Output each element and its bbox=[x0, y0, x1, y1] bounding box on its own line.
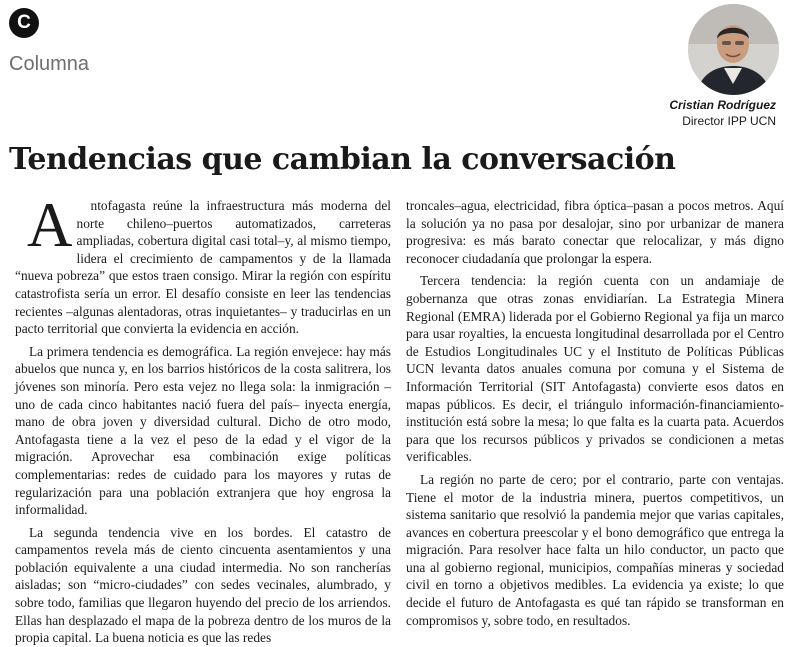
column-badge bbox=[9, 8, 39, 38]
author-role: Director IPP UCN bbox=[682, 114, 776, 128]
paragraph-3-continued: troncales–agua, electricidad, fibra óptica–pasan a pocos metros. Aquí la solución ya no pasa por desalojar, sino por urbanizar de manera progresiva: es más barato conectar que relocalizar, y más digno reconocer ciudadanía que prolongar la espera. bbox=[406, 198, 784, 266]
author-photo bbox=[688, 4, 779, 95]
author-name: Cristian Rodríguez bbox=[669, 98, 776, 112]
paragraph-3: La segunda tendencia vive en los bordes. El catastro de campamentos revela más de ciento cincuenta asentamientos y una población equivalente a una ciudad intermedia. No son rancherías aisladas; son “micro-ciudades” con sedes vecinales, alumbrado, y sobre todo, familias que llegaron huyendo del precio de los arriendos. Ellas han desplazado el mapa de la pobreza dentro de los muros de la propia capital. La buena noticia es que las redes bbox=[15, 524, 391, 646]
drop-cap: A bbox=[27, 190, 73, 260]
paragraph-5: La región no parte de cero; por el contrario, parte con ventajas. Tiene el motor de la industria minera, puertos competitivos, un sistema sanitario que resolvió la pandemia mejor que varias capitales, avances en cobertura preescolar y el bono demográfico que entrega la migración. Para resolver hace falta un hilo conductor, un pacto que una al gobierno regional, municipios, compañías mineras y sociedad civil en torno a objetivos medibles. La evidencia ya existe; lo que decide el futuro de Antofagasta es qué tan rápido se transforman en compromisos y, sobre todo, en resultados. bbox=[406, 471, 784, 628]
article-column-left bbox=[15, 190, 391, 647]
author-byline bbox=[669, 97, 776, 129]
badge-letter: C bbox=[17, 12, 31, 33]
paragraph-2: La primera tendencia es demográfica. La región envejece: hay más abuelos que nunca y, en los barrios históricos de la costa salitrera, los jóvenes son minoría. Pero esta vejez no llega sola: la inmigración –uno de cada cinco habitantes nació fuera del país– inyecta energía, mano de obra joven y diversidad cultural. Dicho de otro modo, Antofagasta tiene a la vez el peso de la edad y el vigor de la migración. Aprovechar esa combinación exige políticas complementarias: redes de cuidado para los mayores y rutas de regularización para una población extranjera que hoy engrosa la informalidad. bbox=[15, 343, 391, 518]
article-headline: Tendencias que cambian la conversación bbox=[9, 142, 676, 177]
paragraph-1 bbox=[15, 190, 391, 338]
article-column-right bbox=[406, 197, 784, 629]
section-label: Columna bbox=[9, 53, 90, 75]
portrait-icon bbox=[688, 4, 779, 95]
paragraph-4: Tercera tendencia: la región cuenta con un andamiaje de gobernanza que otras zonas envidiarían. La Estrategia Minera Regional (EMRA) liderada por el Gobierno Regional ya fija un marco para usar royalties, la encuesta longitudinal desarrollada por el Centro de Estudios Longitudinales UC y el Instituto de Políticas Públicas UCN levanta datos anuales comuna por comuna y el Sistema de Información Territorial (SIT Antofagasta) convierte esos datos en mapas públicos. Es decir, el triángulo información-financiamiento-institución está sobre la mesa; lo que falta es la cuarta pata. Acuerdos para que los recursos públicos y privados se condicionen a metas verificables. bbox=[406, 273, 784, 465]
paragraph-1-text: ntofagasta reúne la infraestructura más moderna del norte chileno–puertos automatizados, carreteras ampliadas, cobertura digital casi total–y, al mismo tiempo, lidera el crecimiento de campamentos y de la llamada “nueva pobreza” que estos traen consigo. Mirar la región con espíritu catastrofista sería un error. El desafío consiste en leer las tendencias recientes –algunas alentadoras, otras inquietantes– y traducirlas en un pacto territorial que convierta la evidencia en acción. bbox=[15, 198, 391, 337]
